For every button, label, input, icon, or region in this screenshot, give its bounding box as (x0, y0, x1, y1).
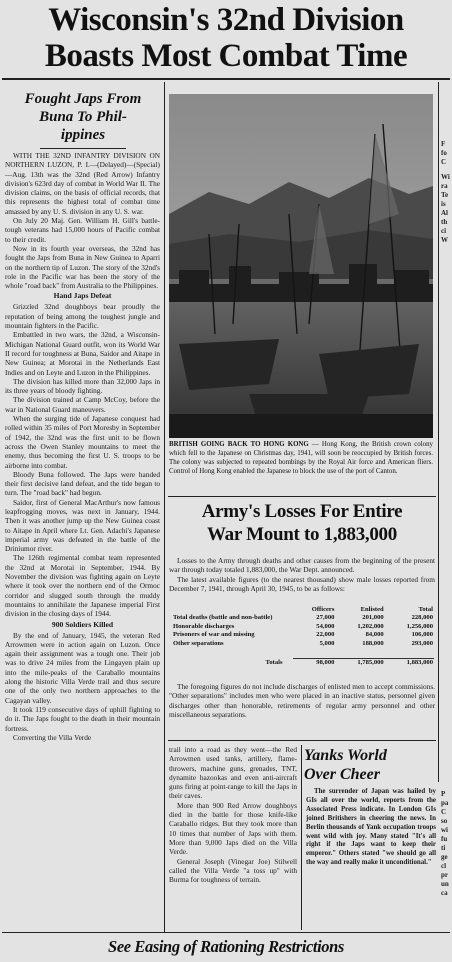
left-headline-rule (40, 148, 126, 149)
table-cell: 188,000 (362, 639, 384, 647)
hong-kong-photo (169, 94, 433, 438)
table-row (172, 640, 434, 648)
edge-fragment: Te (441, 191, 449, 199)
edge-fragment: ci (441, 227, 447, 235)
table-cell: 293,000 (411, 639, 433, 647)
table-cell: 22,000 (316, 631, 335, 639)
yanks-body (306, 788, 436, 868)
left-paragraph: Saidor, first of General MacArthur's now famous leapfrogging moves, was next in January, 1944. Then it was another jump up the New Guinea coast to Aitape in April where Lt. Gen. Adachi's Japanese imperial army was defeated in the battle of the Driniumor river. (5, 497, 160, 554)
edge-fragment: pa (441, 799, 449, 807)
edge-fragment: un (441, 880, 449, 888)
edge-fragment: C (441, 808, 447, 816)
edge-fragment: ca (441, 889, 448, 897)
table-header: Enlisted (360, 606, 384, 613)
army-paragraph-3: The foregoing figures do not include discharges of enlisted men to accept commissions. "Other separations" includes men who were placed in an inactive status, personnel given discharges other than honorable, retirements of regular army personnel and other miscellaneous separations. (169, 682, 435, 719)
yanks-column-rule (301, 745, 302, 930)
photo-caption (169, 440, 433, 476)
left-paragraph: WITH THE 32ND INFANTRY DIVISION ON NORTHERN LUZON, P. I.—(Delayed)—(Special) —Aug. 13th was the 32nd (Red Arrow) Infantry division's 623rd day of combat in World War II. The division claims, on the basis of official records, that this represents the highest total of combat time amassed by any U. S. division in any U. S. war. (5, 151, 160, 216)
left-article-headline (6, 90, 160, 144)
table-row (172, 614, 434, 622)
left-headline-line1: Fought Japs From (24, 91, 142, 107)
left-paragraph: On July 20 Maj. Gen. William H. Gill's battle-tough veterans had 15,000 hours of Pacific combat to their credit. (5, 216, 160, 244)
yanks-headline-line1: Yanks World (304, 747, 387, 764)
table-cell: 201,000 (362, 614, 384, 622)
army-paragraph-2: The latest available figures (to the nearest thousand) show male losses reported from December 7, 1941, through April 30, 1945, to be as follows: (169, 574, 435, 593)
harbor-photo-image (169, 94, 433, 438)
left-article-body (5, 151, 160, 926)
edge-fragment: F (441, 140, 446, 148)
table-header: Total (418, 606, 433, 613)
table-row (172, 623, 434, 631)
edge-fragment: pr (441, 871, 448, 879)
table-cell: 54,000 (316, 622, 335, 630)
left-paragraph: When the surging tide of Japanese conquest had rolled within 35 miles of Port Moresby in September of 1942, the 32nd was the first unit to be flown across the Owen Stanley mountains to meet the enemy, thus becoming the first U. S. troops to be airborne into combat. (5, 414, 160, 470)
middle-continuation-body (169, 745, 297, 925)
table-cell: Prisoners of war and missing (173, 631, 255, 639)
table-cell: Totals (265, 658, 283, 666)
table-cell: 5,000 (319, 639, 335, 647)
army-losses-body-2 (169, 682, 435, 719)
table-cell: 27,000 (316, 614, 335, 622)
left-headline-line3: ippines (60, 127, 106, 143)
edge-fragment: ge (441, 853, 448, 861)
left-paragraph: Bloody Buna followed. The Japs were handed their first decisive land defeat, and the tide began to turn. The "road back" had begun. (5, 469, 160, 498)
edge-fragment: th (441, 218, 448, 226)
table-header: Officers (311, 606, 335, 613)
left-paragraph: Grizzled 32nd doughboys bear proudly the reputation of being among the toughest jungle and mountain fighters in the Pacific. (5, 302, 160, 331)
left-paragraph: By the end of January, 1945, the veteran Red Arrowmen were in action again on Luzon. Once again their assignment was a tough one. Their job was to drive 24 miles from the Lingayen plain up into the mile-peaks of the Caraballo mountains along the historic Villa Verde trail and thus secure one of the only two northern approaches to the Cagayan valley. (5, 630, 160, 705)
table-cell: 98,000 (293, 659, 336, 668)
edge-fragment: fu (441, 835, 448, 843)
army-paragraph-1: Losses to the Army through deaths and other causes from the beginning of the present war through today totaled 1,883,000, the War Dept. announced. (169, 556, 435, 575)
left-paragraph: The 126th regimental combat team represented the 32nd at Morotai in September, 1944. By November the division was fighting again on Leyte where it took over the northern end of the Ormoc corridor and slugged south through the muddy mountains to annihilate the Japanese imperial First division in the closing days of 1944. (5, 553, 160, 619)
left-paragraph: Converting the Villa Verde (13, 732, 92, 742)
right-edge-fragments-top (441, 140, 452, 245)
army-losses-body (169, 556, 435, 593)
army-bottom-rule (168, 740, 436, 741)
edge-fragment: ra (441, 182, 448, 190)
left-subhead-2: 900 Soldiers Killed (51, 619, 114, 629)
left-subhead-1: Hand Japs Defeat (53, 291, 112, 301)
army-headline-line2: War Mount to 1,883,000 (207, 524, 397, 545)
middle-paragraph: trail into a road as they went—the Red Arrowmen used tanks, artillery, flame-throwers, machine guns, grenades, TNT, dynamite bazookas and even anti-aircraft guns firing at point-range to kill the Japs in their caves. (169, 745, 297, 801)
yanks-headline (304, 746, 438, 784)
left-paragraph: The division trained at Camp McCoy, before the war in National Guard maneuvers. (5, 395, 160, 414)
table-cell: 1,785,000 (335, 659, 384, 668)
edge-fragment: Al (441, 209, 448, 217)
caption-lead: BRITISH GOING BACK TO HONG KONG (169, 441, 309, 448)
bottom-headline: See Easing of Rationing Restrictions (108, 937, 344, 956)
edge-fragment: Wi (441, 173, 450, 181)
left-paragraph: It took 119 consecutive days of uphill fighting to do it. The Japs fought to the death in their mountain fortress. (5, 704, 160, 733)
table-cell: Total deaths (battle and non-battle) (173, 614, 273, 622)
table-header (172, 606, 293, 614)
left-paragraph: Now in its fourth year overseas, the 32nd has fought the Japs from Buna in New Guinea to Aparri on the northern tip of Luzon. The story of the 32nd's role in the Pacific war has been the story of the whole "road back" from Australia to the Philippines. (5, 243, 160, 291)
edge-fragment: P (441, 790, 446, 798)
table-cell: 1,202,000 (357, 622, 384, 630)
edge-fragment: cl (441, 862, 447, 870)
middle-paragraph: More than 900 Red Arrow doughboys died in the battle for those knife-like Caraballo ridges. But they took more than 10 times that number of Japs with them. More than 9,000 Japs died on the Villa Verde. (169, 800, 297, 857)
yanks-headline-line2: Over Cheer (304, 766, 380, 783)
table-cell: 84,000 (365, 631, 384, 639)
losses-table (172, 606, 434, 667)
army-headline-line1: Army's Losses For Entire (201, 501, 403, 522)
headline-rule (2, 78, 450, 80)
edge-fragment: ti (441, 844, 446, 852)
right-edge-fragments-yanks (441, 790, 452, 898)
left-headline-line2: Buna To Phil- (39, 109, 127, 125)
column-rule-left (164, 82, 165, 932)
caption-text: — Hong Kong, the British crown colony which fell to the Japanese on Christmas day, 1941, will soon be reoccupied by British forces. The colony was subjected to repeated bombings by the Royal Air force and American fliers. Control of Hong Kong enabled the Japanese to block the use of the port of Canton. (169, 441, 433, 475)
edge-fragment: W (441, 236, 448, 244)
edge-fragment: fo (441, 149, 447, 157)
table-cell: 1,883,000 (385, 659, 434, 668)
bottom-rule (2, 932, 450, 933)
left-paragraph: The division has killed more than 32,000 Japs in its three years of bloody fighting. (5, 376, 160, 396)
table-cell: 228,000 (411, 614, 433, 622)
table-row (172, 631, 434, 639)
main-headline-line1: Wisconsin's 32nd Division (48, 2, 404, 38)
middle-paragraph: General Joseph (Vinegar Joe) Stilwell called the Villa Verde "a toss up" with Burma for toughness of terrain. (169, 856, 297, 885)
table-cell: Other separations (173, 639, 224, 647)
edge-fragment: C (441, 158, 447, 166)
edge-fragment: is (441, 200, 446, 208)
table-total-row (172, 659, 434, 668)
left-paragraph: Embattled in two wars, the 32nd, a Wisconsin-Michigan National Guard outfit, won its World War II record for toughness at Buna, Saidor and Aitape in New Guinea; at Morotai in the Netherlands East Indies and on Leyte and Luzon in the Philippines. (5, 330, 160, 377)
yanks-paragraph: The surrender of Japan was hailed by GIs all over the world, reports from the Associated Press indicate. In London GIs joined Britishers in cheering the news. In Berlin thousands of Yank occupation troops went wild with joy. Many stated "It's all right if the Japs want to keep their emperor." Others stated "we should go all the way and really make it unconditional." (306, 788, 436, 867)
main-headline-line2: Boasts Most Combat Time (44, 38, 408, 74)
table-cell: 106,000 (411, 631, 433, 639)
army-losses-headline (168, 500, 436, 546)
table-cell: 1,256,000 (406, 622, 433, 630)
column-rule-right (438, 82, 439, 782)
table-cell: Honorable discharges (173, 622, 235, 630)
edge-fragment: wi (441, 826, 448, 834)
caption-rule (168, 496, 436, 497)
edge-fragment: so (441, 817, 448, 825)
